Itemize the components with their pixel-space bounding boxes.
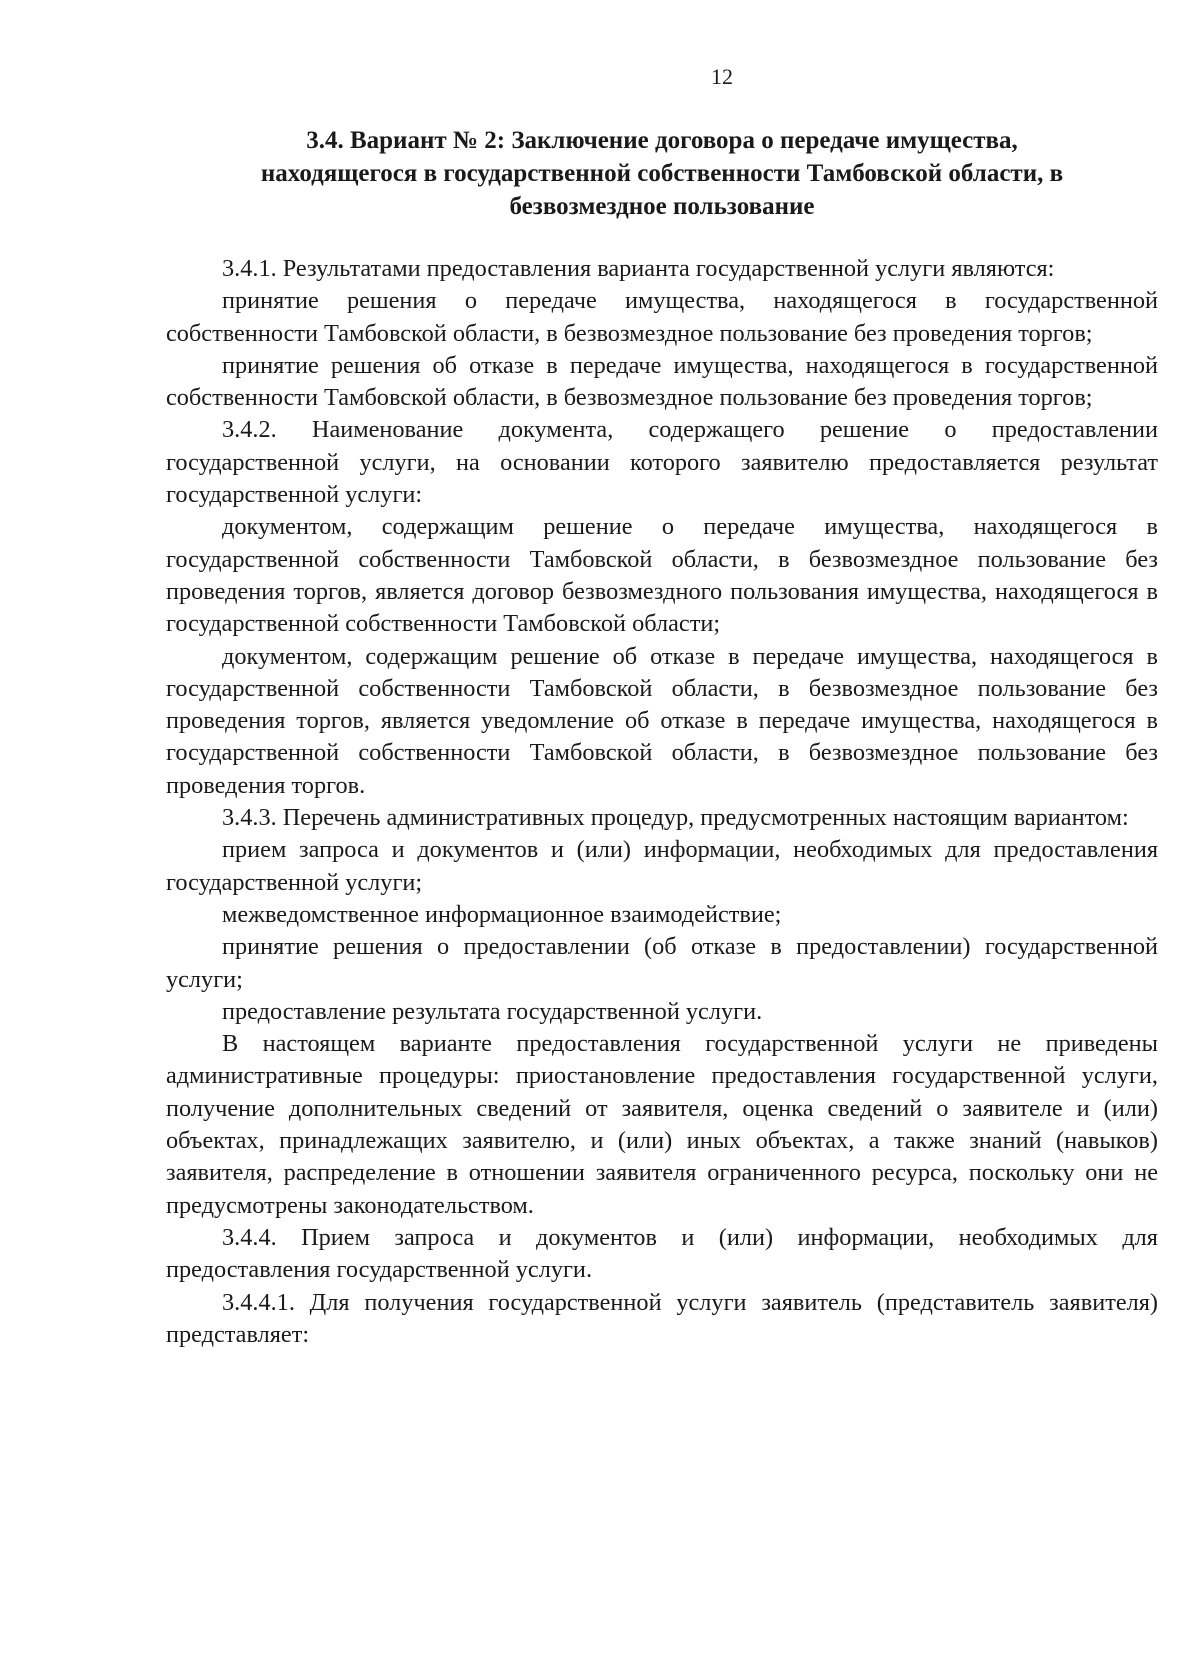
section-heading-line-1: 3.4. Вариант № 2: Заключение договора о передаче имущества, (306, 127, 1018, 154)
paragraph-3-4-3: 3.4.3. Перечень административных процедур, предусмотренных настоящим вариантом: (222, 804, 1129, 832)
document-body (166, 253, 1158, 1351)
paragraph-procedure-result: предоставление результата государственной услуги. (222, 997, 763, 1025)
page-number: 12 (711, 64, 733, 89)
paragraph-procedure-interagency: межведомственное информационное взаимодействие; (222, 900, 782, 928)
paragraph-3-4-1: 3.4.1. Результатами предоставления варианта государственной услуги являются: (222, 255, 1055, 282)
section-heading-line-3: безвозмездное пользование (509, 193, 815, 220)
paragraph-document-grant: документом, содержащим решение о передаче имущества, находящегося в государственной собственности Тамбовской области, в безвозмездное пользование без проведения торгов, является договор безвозмездного пользования имущества, находящегося в государственной собственности Тамбовской области; (166, 513, 1158, 638)
section-heading-line-2: находящегося в государственной собственности Тамбовской области, в (260, 160, 1064, 187)
paragraph-excluded-procedures: В настоящем варианте предоставления государственной услуги не приведены административные процедуры: приостановление предоставления государственной услуги, получение дополнительных сведений от заявителя, оценка сведений о заявителе и (или) объектах, принадлежащих заявителю, и (или) иных объектах, а также знаний (навыков) заявителя, распределение в отношении заявителя ограниченного ресурса, поскольку они не предусмотрены законодательством. (166, 1030, 1158, 1219)
paragraph-result-grant: принятие решения о передаче имущества, находящегося в государственной собственности Тамбовской области, в безвозмездное пользование без проведения торгов; (166, 287, 1158, 347)
paragraph-3-4-4: 3.4.4. Прием запроса и документов и (или) информации, необходимых для предоставления государственной услуги. (166, 1223, 1158, 1284)
paragraph-procedure-decision: принятие решения о предоставлении (об отказе в предоставлении) государственной услуги; (166, 933, 1158, 993)
paragraph-3-4-2: 3.4.2. Наименование документа, содержащего решение о предоставлении государственной услуги, на основании которого заявителю предоставляется результат государственной услуги: (166, 416, 1158, 509)
paragraph-3-4-4-1: 3.4.4.1. Для получения государственной услуги заявитель (представитель заявителя) представляет: (166, 1288, 1158, 1348)
section-heading (166, 124, 1158, 223)
paragraph-procedure-intake: прием запроса и документов и (или) информации, необходимых для предоставления государственной услуги; (166, 836, 1158, 896)
paragraph-result-refusal: принятие решения об отказе в передаче имущества, находящегося в государственной собственности Тамбовской области, в безвозмездное пользование без проведения торгов; (166, 351, 1158, 412)
paragraph-document-refusal: документом, содержащим решение об отказе в передаче имущества, находящегося в государственной собственности Тамбовской области, в безвозмездное пользование без проведения торгов, является уведомление об отказе в передаче имущества, находящегося в государственной собственности Тамбовской области, в безвозмездное пользование без проведения торгов. (166, 642, 1158, 799)
